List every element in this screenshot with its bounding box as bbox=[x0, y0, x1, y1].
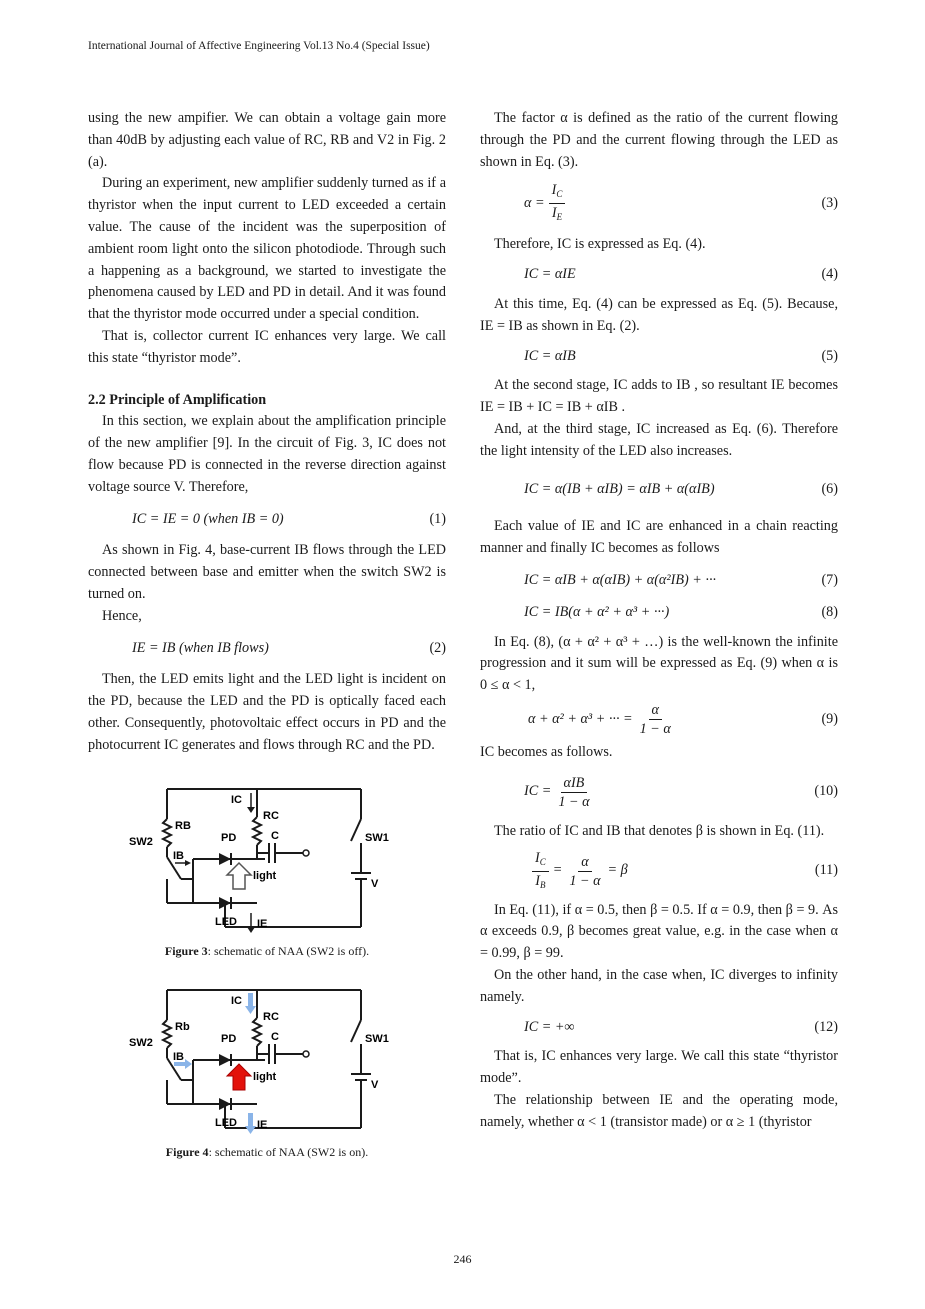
label-sw2: SW2 bbox=[129, 1037, 153, 1050]
paragraph: In Eq. (11), if α = 0.5, then β = 0.5. If α = 0.9, then β = 9. As α exceeds 0.9, β becomes great value, e.g. in the case when α = 0.99, β = 99. bbox=[480, 901, 838, 962]
equation-lhs: IC = bbox=[524, 783, 552, 800]
equation-number: (4) bbox=[821, 266, 838, 283]
label-light: light bbox=[253, 869, 277, 882]
fraction-denominator: 1 − α bbox=[558, 793, 590, 810]
fraction-numerator: α bbox=[649, 701, 662, 720]
equation-3 bbox=[480, 181, 838, 226]
equation-number: (2) bbox=[429, 639, 446, 656]
label-c: C bbox=[271, 829, 279, 842]
paragraph: That is, IC enhances very large. We call this state “thyristor mode”. bbox=[480, 1048, 838, 1087]
equation-9 bbox=[480, 701, 838, 738]
paragraph: At this time, Eq. (4) can be expressed as Eq. (5). Because, IE = IB as shown in Eq. (2). bbox=[480, 295, 838, 334]
label-ib: IB bbox=[173, 849, 184, 862]
label-sw1: SW1 bbox=[365, 831, 389, 844]
equation-7 bbox=[480, 570, 838, 592]
equation-11: $\frac{I_C}{I_B}$ = $\frac{\alpha}{1 - \alpha}$ = β (11) bbox=[480, 849, 838, 894]
equation-body: IC = +∞ bbox=[524, 1018, 575, 1035]
paragraph: Then, the LED emits light and the LED light is incident on the PD, because the LED and the PD is optically faced each other. Consequently, photovoltaic effect occurs in PD and the photocurrent IC generates and flows through RC and the PD. bbox=[88, 671, 446, 753]
equation-number: (1) bbox=[429, 510, 446, 527]
equation-number: (12) bbox=[814, 1018, 838, 1035]
label-pd: PD bbox=[221, 831, 237, 844]
label-led: LED bbox=[215, 1117, 237, 1130]
equation-number: (6) bbox=[821, 480, 838, 497]
label-c: C bbox=[271, 1031, 279, 1044]
fraction bbox=[637, 701, 674, 738]
label-light: light bbox=[253, 1071, 277, 1084]
paragraph: The ratio of IC and IB that denotes β is shown in Eq. (11). bbox=[494, 822, 825, 839]
paragraph: Hence, bbox=[102, 607, 142, 624]
caption-text: : schematic of NAA (SW2 is off). bbox=[207, 943, 370, 958]
equation-lhs: α + α² + α³ + ··· = bbox=[528, 710, 633, 727]
paragraph: During an experiment, new amplifier suddenly turned as if a thyristor when the input current to LED exceeded a certain value. The cause of the incident was the superposition of ambient room light onto the silicon photodiode. Through such a happening as a background, we started to investigate the phenomena caused by LED and PD in detail. And it was found that the thyristor mode occurred under a special condition. bbox=[88, 175, 446, 323]
caption-text: : schematic of NAA (SW2 is on). bbox=[208, 1145, 369, 1160]
equation-number: (10) bbox=[814, 783, 838, 800]
label-ie: IE bbox=[257, 917, 268, 930]
caption-label: Figure 4 bbox=[165, 1145, 209, 1160]
page-number: 246 bbox=[453, 1252, 472, 1266]
equation-4 bbox=[480, 264, 838, 286]
left-column bbox=[88, 108, 446, 1164]
equation-12 bbox=[480, 1017, 838, 1039]
equation-body: IC = αIB + α(αIB) + α(α²IB) + ··· bbox=[524, 571, 717, 588]
label-ic: IC bbox=[231, 793, 242, 806]
paragraph: In Eq. (8), (α + α² + α³ + …) is the well-known the infinite progression and it sum will be expressed as Eq. (9) when α is 0 ≤ α < 1, bbox=[480, 633, 838, 694]
equation-body: IC = α(IB + αIB) = αIB + α(αIB) bbox=[524, 480, 715, 497]
paragraph: In this section, we explain about the amplification principle of the new amplifier [9]. In the circuit of Fig. 3, IC does not flow because PD is connected in the reverse direction against voltage source V. Therefore, bbox=[88, 413, 446, 495]
label-led: LED bbox=[215, 915, 237, 928]
equation-number: (7) bbox=[821, 571, 838, 588]
equation-6 bbox=[480, 479, 838, 501]
caption-label: Figure 3 bbox=[164, 943, 208, 958]
paragraph: Therefore, IC is expressed as Eq. (4). bbox=[494, 236, 706, 253]
label-sw2: SW2 bbox=[129, 835, 153, 848]
label-sw1: SW1 bbox=[365, 1033, 389, 1046]
label-ie: IE bbox=[257, 1119, 268, 1132]
figure-4 bbox=[88, 980, 446, 1164]
equation-number: (9) bbox=[821, 710, 838, 727]
fraction: $\frac{I_C}{I_E}$ bbox=[549, 181, 566, 226]
fraction-numerator: αIB bbox=[561, 774, 588, 793]
figure-3 bbox=[88, 779, 446, 963]
equation-number: (5) bbox=[821, 347, 838, 364]
label-ib: IB bbox=[173, 1051, 184, 1064]
label-rb: Rb bbox=[175, 1021, 190, 1034]
fraction: $\frac{I_C}{I_B}$ bbox=[532, 849, 549, 894]
running-header: International Journal of Affective Engineering Vol.13 No.4 (Special Issue) bbox=[88, 40, 430, 52]
figure-caption bbox=[88, 941, 446, 963]
paragraph: IC becomes as follows. bbox=[480, 743, 613, 760]
equation-2 bbox=[88, 638, 446, 660]
figure-caption bbox=[88, 1142, 446, 1164]
equation-8 bbox=[480, 602, 838, 624]
paragraph: And, at the third stage, IC increased as Eq. (6). Therefore the light intensity of the LED also increases. bbox=[480, 420, 838, 459]
equation-number: (8) bbox=[821, 603, 838, 620]
equation-10 bbox=[480, 774, 838, 811]
label-v: V bbox=[371, 1079, 379, 1092]
right-column bbox=[480, 108, 838, 1134]
equation-body: IC = αIE bbox=[524, 266, 576, 283]
paragraph: As shown in Fig. 4, base-current IB flows through the LED connected between base and emitter when the switch SW2 is turned on. bbox=[88, 542, 446, 602]
label-ic: IC bbox=[231, 995, 242, 1008]
circuit-schematic-fig3 bbox=[127, 779, 407, 939]
fraction-denominator: 1 − α bbox=[639, 720, 671, 737]
label-pd: PD bbox=[221, 1033, 237, 1046]
label-rc: RC bbox=[263, 1011, 279, 1024]
equation-body: IE = IB (when IB flows) bbox=[132, 639, 269, 656]
fraction: $\frac{\alpha}{1 - \alpha}$ bbox=[569, 853, 601, 889]
paragraph: The factor α is defined as the ratio of the current flowing through the PD and the current flowing through the LED as shown in Eq. (3). bbox=[480, 110, 838, 170]
paragraph: That is, collector current IC enhances very large. We call this state “thyristor mode”. bbox=[88, 327, 446, 366]
equation-body: IC = IB(α + α² + α³ + ···) bbox=[524, 603, 670, 620]
paragraph: On the other hand, in the case when, IC diverges to infinity namely. bbox=[480, 966, 838, 1005]
fraction bbox=[555, 774, 592, 811]
label-v: V bbox=[371, 877, 379, 890]
equation-body: IC = IE = 0 (when IB = 0) bbox=[132, 510, 284, 527]
circuit-schematic-fig4 bbox=[127, 980, 407, 1140]
paragraph: At the second stage, IC adds to IB , so resultant IE becomes IE = IB + IC = IB + αIB . bbox=[480, 377, 838, 416]
paragraph: The relationship between IE and the operating mode, namely, whether α < 1 (transistor made) or α ≥ 1 (thyristor bbox=[480, 1091, 838, 1130]
equation-number: (3) bbox=[821, 194, 838, 211]
paragraph: using the new ampifier. We can obtain a voltage gain more than 40dB by adjusting each value of RC, RB and V2 in Fig. 2 (a). bbox=[88, 110, 446, 170]
equation-1 bbox=[88, 509, 446, 531]
equation-5 bbox=[480, 346, 838, 368]
paragraph: Each value of IE and IC are enhanced in a chain reacting manner and finally IC becomes as follows bbox=[480, 518, 838, 557]
section-heading: 2.2 Principle of Amplification bbox=[88, 391, 267, 408]
label-rb: RB bbox=[175, 819, 191, 832]
equation-number: (11) bbox=[814, 862, 838, 879]
equation-body: α = bbox=[524, 194, 545, 211]
label-rc: RC bbox=[263, 809, 279, 822]
equation-body: IC = αIB bbox=[524, 347, 576, 364]
